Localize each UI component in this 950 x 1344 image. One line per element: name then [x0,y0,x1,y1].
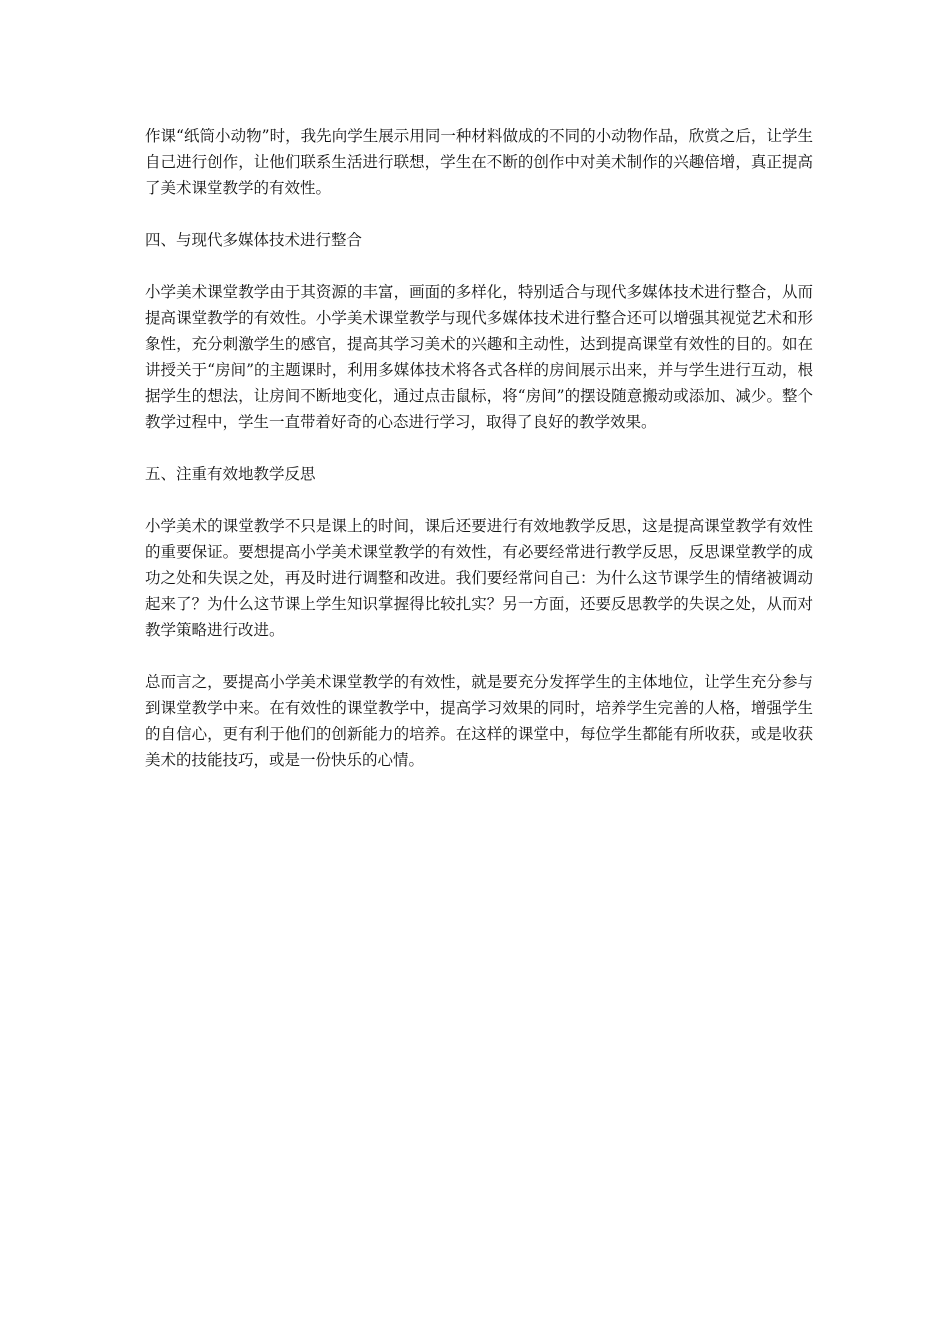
document-body [145,123,813,799]
section-heading-reflection: 五、注重有效地教学反思 [145,465,316,483]
paragraph-teaching-reflection: 小学美术的课堂教学不只是课上的时间，课后还要进行有效地教学反思，这是提高课堂教学有效性的重要保证。要想提高小学美术课堂教学的有效性，有必要经常进行教学反思，反思课堂教学的成功之处和失误之处，再及时进行调整和改进。我们要经常问自己：为什么这节课学生的情绪被调动起来了？为什么这节课上学生知识掌握得比较扎实？另一方面，还要反思教学的失误之处，从而对教学策略进行改进。 [145,517,813,639]
paragraph-multimedia-integration: 小学美术课堂教学由于其资源的丰富，画面的多样化，特别适合与现代多媒体技术进行整合，从而提高课堂教学的有效性。小学美术课堂教学与现代多媒体技术进行整合还可以增强其视觉艺术和形象性，充分刺激学生的感官，提高其学习美术的兴趣和主动性，达到提高课堂有效性的目的。如在讲授关于“房间”的主题课时，利用多媒体技术将各式各样的房间展示出来，并与学生进行互动，根据学生的想法，让房间不断地变化，通过点击鼠标，将“房间”的摆设随意搬动或添加、减少。整个教学过程中，学生一直带着好奇的心态进行学习，取得了良好的教学效果。 [145,283,813,431]
paragraph-paper-tube-animals: 作课“纸筒小动物”时，我先向学生展示用同一种材料做成的不同的小动物作品，欣赏之后，让学生自己进行创作，让他们联系生活进行联想，学生在不断的创作中对美术制作的兴趣倍增，真正提高了美术课堂教学的有效性。 [145,127,813,197]
paragraph-conclusion: 总而言之，要提高小学美术课堂教学的有效性，就是要充分发挥学生的主体地位，让学生充分参与到课堂教学中来。在有效性的课堂教学中，提高学习效果的同时，培养学生完善的人格，增强学生的自信心，更有利于他们的创新能力的培养。在这样的课堂中，每位学生都能有所收获，或是收获美术的技能技巧，或是一份快乐的心情。 [145,673,813,769]
section-heading-multimedia: 四、与现代多媒体技术进行整合 [145,231,363,249]
